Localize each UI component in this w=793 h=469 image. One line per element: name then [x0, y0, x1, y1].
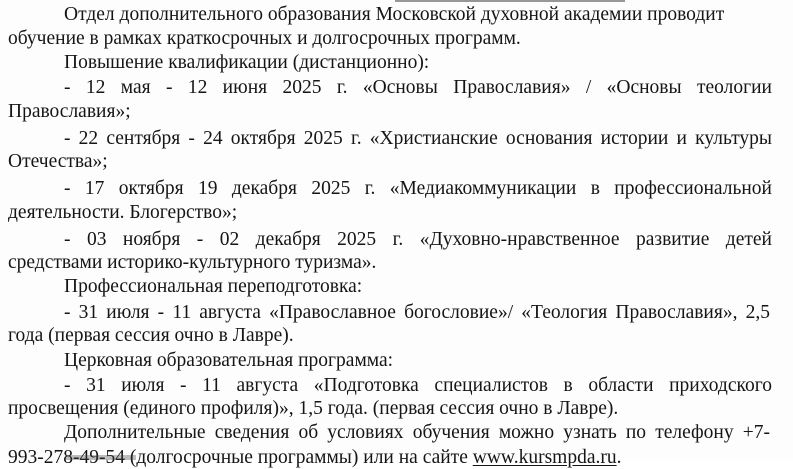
- program-line: - 17 октября 19 декабря 2025 г. «Медиакоммуникации в профессиональной: [64, 178, 772, 199]
- sentence-period: .: [616, 447, 622, 468]
- program-line: просвещения (единого профиля)», 1,5 года. (первая сессия очно в Лавре).: [8, 398, 619, 419]
- text-line: обучение в рамках краткосрочных и долгосрочных программ.: [8, 28, 521, 49]
- section-heading-retraining: Профессиональная переподготовка:: [64, 276, 363, 297]
- program-line: - 12 мая - 12 июня 2025 г. «Основы Православия» / «Основы теологии: [64, 77, 772, 98]
- program-line: деятельности. Блогерство»;: [8, 202, 238, 223]
- program-line: - 03 ноября - 02 декабря 2025 г. «Духовно-нравственное развитие детей: [64, 229, 772, 250]
- program-line: - 31 июля - 11 августа «Подготовка специалистов в области приходского: [64, 375, 772, 396]
- program-line: - 31 июля - 11 августа «Православное богословие»/ «Теология Православия», 2,5: [64, 302, 770, 323]
- program-line: средствами историко-культурного туризма».: [8, 252, 377, 273]
- contact-line: Дополнительные сведения об условиях обучения можно узнать по телефону +7-: [64, 422, 770, 443]
- program-line: - 22 сентября - 24 октября 2025 г. «Христианские основания истории и культуры: [64, 128, 772, 149]
- contact-text: 993-278-49-54 (долгосрочные программы) или на сайте: [8, 447, 473, 468]
- cropped-text-fragment-top: [395, 0, 625, 2]
- section-heading-qualification: Повышение квалификации (дистанционно):: [64, 52, 430, 73]
- program-line: Православия»;: [8, 101, 131, 122]
- cropped-text-fragment-bottom: [66, 455, 136, 460]
- program-line: года (первая сессия очно в Лавре).: [8, 325, 294, 346]
- program-line: Отечества»;: [8, 151, 108, 172]
- text-line: Отдел дополнительного образования Московской духовной академии проводит: [64, 4, 725, 25]
- section-heading-church-program: Церковная образовательная программа:: [64, 350, 394, 371]
- website-link[interactable]: www.kursmpda.ru: [472, 447, 617, 468]
